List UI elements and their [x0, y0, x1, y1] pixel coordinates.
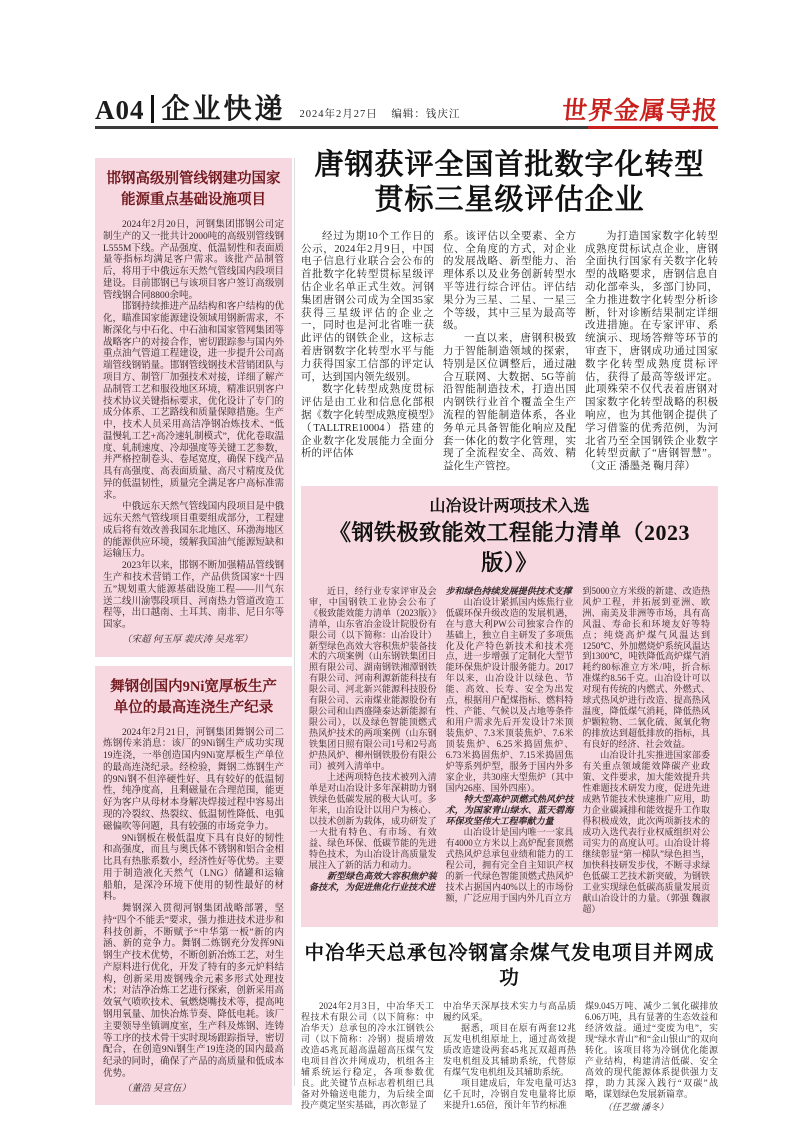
paragraph: 经过为期10个工作日的公示，2024年2月9日，中国电子信息行业联合会公布的首批数字化转型贯标星级评估企业名单正式生效。河钢集团唐钢公司成为全国35家获得三星级评估的企业之一，同时也是河北省唯一获此评估的钢铁企业，这标志着唐钢数字化转型水平与能力获得国家工信部的评定认可，达到国内领先级别。 — [301, 230, 434, 383]
paragraph: 上述两项特色技术被列入清单是对山冶设计多年深耕助力钢铁绿色低碳发展的极大认可。多年来，山冶设计以用户为核心、以技术创新为载体，成功研发了一大批有特色、有市场、有效益、绿色环保、低碳节能的先进特色技术，为山冶设计高质量发展注入了新的活力和动力。 — [309, 772, 437, 870]
paragraph: 据悉，项目在原有两套12兆瓦发电机组原址上，通过高效提质改造建设两套45兆瓦双超再热发电机组及其辅助系统，代替原有煤气发电机组及其辅助系统。 — [443, 1023, 576, 1078]
text-column-1 — [301, 1001, 434, 1113]
title-line-2: 能源重点基础设施项目 — [121, 192, 266, 209]
title-line-2: 贯标三星级评估企业 — [374, 184, 645, 217]
paragraph: 2024年2月20日，河钢集团邯钢公司定制生产的又一批共计2000吨的高级别管线钢L555M下线。产品强度、低温韧性和表面质量等指标均满足客户需求。该批产品制管后，将用于中俄远东天然气管线国内段项目建设。目前邯钢已与该项目客户签订高级别管线钢合同8800余吨。 — [103, 220, 284, 301]
text-column-2 — [446, 586, 574, 915]
dateline — [300, 106, 461, 124]
header-rule-red — [588, 126, 718, 129]
article-tanggang-digital — [301, 148, 718, 474]
paragraph: 到5000立方米级的新建、改造热风炉工程，并拓展到亚洲、欧洲、南美及非洲等市场，具有高风温、寿命长和环境友好等特点；纯烧高炉煤气风温达到1250℃、外加燃烧炉系统风温达到1300℃，吨铁降低高炉煤气消耗约80标准立方米/吨，折合标准煤约8.56千克。山冶设计可以对现有传统的内燃式、外燃式、球式热风炉进行改造、提高热风温度，降低煤气消耗，降低热风炉颗粒物、二氧化硫、氮氧化物的排放达到超低排放的指标，具有良好的经济、社会效益。 — [582, 585, 711, 750]
left-column — [95, 158, 292, 1114]
article-columns — [309, 586, 710, 915]
header-rule — [95, 126, 718, 129]
subheading: 特大型高炉顶燃式热风炉技术，为国家青山绿水、蓝天碧海环保攻坚伟大工程奉献力量 — [445, 794, 574, 826]
column-divider-line — [294, 158, 295, 1086]
article-handan-pipeline-steel — [95, 158, 292, 657]
article-title — [103, 169, 284, 211]
title-line-1: 山冶设计两项技术入选 — [429, 497, 590, 515]
article-title — [103, 677, 284, 719]
paragraph: 项目建成后，年发电量可达3亿千瓦时，冷钢自发电量将比原来提升1.65倍，预计年节约标准 — [443, 1078, 576, 1111]
article-columns — [301, 231, 718, 474]
paragraph: 9Ni钢板在极低温度下具有良好的韧性和高强度，而且与奥氏体不锈钢和铝合金相比具有热胀系数小，经济性好等优势。主要用于制造液化天然气（LNG）储罐和运输船舶，是深冷环境下使用的韧性最好的材料。 — [103, 833, 284, 903]
byline: （任艺缴 潘冬） — [603, 1102, 669, 1113]
title-line-2: 单位的最高连浇生产纪录 — [113, 699, 274, 716]
paragraph: 山冶设计扎实推进国家部委有关重点领域能效降碳产业政策、文件要求，加大能效提升共性难题技术研发力度，促进先进成熟节能技术快速推广应用，助力企业碳减排和能效提升工作取得积极成效，此次两项新技术的成功入选代表行业权威组织对公司实力的高度认可。山冶设计将继续彰显“第一梯队”绿色担当，加快科技研发步伐，不断寻求绿色低碳工艺技术新突破，为钢铁工业实现绿色低碳高质量发展贡献山冶设计的力量。（郭强 魏淑超） — [582, 750, 711, 914]
section-title: 企业快递 — [161, 94, 286, 125]
right-column — [301, 148, 718, 1113]
paragraph: 山冶设计是国内唯一一家具有4000立方米以上高炉配套顶燃式热风炉总承包业绩和能力的工程公司，拥有完全自主知识产权的新一代绿色智能顶燃式热风炉技术占据国内40%以上的市场份额，广泛应用于国内外几百立方 — [445, 826, 574, 903]
article-title: 中冶华天总承包冷钢富余煤气发电项目并网成功 — [304, 942, 715, 990]
masthead-logo: 世界金属导报 — [560, 98, 720, 125]
paragraph: 舞钢深入贯彻河钢集团战略部署，坚持“四个不能丢”要求，强力推进技术进步和科技创新，不断赋予“中华第一板”新的内涵、新的竞争力。舞钢二炼钢充分发挥9Ni钢生产技术优势，不断创新冶炼工艺，对生产原料进行优化，开发了特有的多元炉料结构，创新采用废钢残余元素多形式处理技术；对洁净冶炼工艺进行探索，创新采用高效氧气喷吹技术、氧燃烧嘴技术等，提高吨钢用氧量、加快冶炼节奏、降低电耗。该厂主要领导坐镇调度室，生产科及炼钢、连铸等工序的技术骨干实时现场跟踪指导，密切配合，在创造9Ni钢生产19连浇的国内最高纪录的同时，确保了产品的高质量和低成本优势。 — [103, 904, 284, 1079]
paragraph: 一直以来，唐钢积极致力于智能制造领域的探索，特别是区位调整后，通过融合互联网、大数据、5G等前沿智能制造技术，打造出国内钢铁行业首个覆盖全生产流程的智能制造体系，各业务单元具备智能化响应及配套一体化的数字化管理，实现了全流程安全、高效、精益化生产管控。 — [443, 333, 576, 473]
paragraph: 中俄远东天然气管线国内段项目是中俄远东天然气管线项目重要组成部分，工程建成后将有效改善我国东北地区、环渤海地区的能源供应环境，缓解我国油气能源短缺和运输压力。 — [103, 502, 284, 560]
article-shanye-energy-list — [301, 486, 718, 927]
header-divider — [151, 95, 154, 123]
title-line-2: 《钢铁极致能效工程能力清单（2023版）》 — [328, 520, 690, 575]
text-column-2 — [443, 231, 576, 474]
paragraph: 2024年2月3日，中冶华天工程技术有限公司（以下简称：中冶华天）总承包的冷水江钢铁公司（以下简称：冷钢）提质增效改造45兆瓦超高温超高压煤气发电项目首次并网成功，机组各主辅系统运行稳定，各项参数优良。此关键节点标志着机组已具备对外输送电能力，为后续全面投产奠定坚实基础，再次彰显了 — [301, 1001, 434, 1111]
date-text: 2024年2月27日 — [299, 109, 378, 120]
text-column-2 — [443, 1001, 576, 1113]
article-wugang-9ni-record — [95, 666, 292, 1106]
text-column-1 — [301, 231, 434, 474]
paragraph: 邯钢持续推进产品结构和客户结构的优化，瞄准国家能源建设领域用钢新需求，不断深化与中石化、中石油和国家管网集团等战略客户的对接合作，密切跟踪参与国内外重点油气管道工程建设，进一步提升公司高端管线钢销量。邯钢管线钢技术营销团队与项目方、制管厂加强技术对接，详细了解产品制管工艺和服役地区环境，精准识别客户技术协议关键指标要求，优化设计了专门的成分体系、工艺路线和质量保障措施。生产中，技术人员采用高洁净钢冶炼技术、“低温慢轧工艺+高冷速轧制模式”，优化卷取温度、轧制速度、冷却强度等关键工艺参数，并严格控制卷头、卷尾宽度，确保下线产品具有高强度、高表面质量、高尺寸精度及优异的低温韧性，质量完全满足客户高标准需求。 — [103, 302, 284, 501]
text-column-3 — [585, 1001, 718, 1113]
text-column-1 — [309, 586, 437, 915]
paragraph: 近日，经行业专家评审及会审，中国钢铁工业协会公布了《极致能效能力清单（2023版）》清单，山东省冶金设计院股份有限公司（以下简称：山冶设计）新型绿色高效大容积焦炉装备技术的六项案例（山东钢铁集团日照有限公司、湖南钢铁湘潭钢铁有限公司、河南利源新能科技有限公司、河北新兴能源科技股份有限公司、云南煤业能源股份有限公司和山西盛隆泰达新能源有限公司），以及绿色智能顶燃式热风炉技术的两项案例（山东钢铁集团日照有限公司1号和2号高炉热风炉、柳州钢铁股份有限公司）被列入清单中。 — [309, 585, 437, 772]
paragraph: 山冶设计紧抓国内炼焦行业低碳环保升级改造的发展机遇，在与意大利PW公司独家合作的基础上，独立自主研发了多项焦化及化产特色新技术和技术亮点，进一步增强了定制化大型节能环保焦炉设计服务能力。2017年以来，山冶设计以绿色、节能、高效、长寿、安全为出发点，根据用户配煤指标、燃料特性、产能、气候以及占地等条件和用户需求先后开发设计7米顶装焦炉、7.3米顶装焦炉、7.6米顶装焦炉、6.25米捣固焦炉、6.73米捣固焦炉、7.15米捣固焦炉等系列炉型，服务于国内外多家企业，共30座大型焦炉（其中国内26座、国外四座）。 — [445, 596, 574, 794]
subheading: 新型绿色高效大容积焦炉装备技术，为促进焦化行业技术进 — [309, 870, 437, 892]
byline: （董浩 吴宣伍） — [122, 1083, 191, 1094]
title-line-1: 唐钢获评全国首批数字化转型 — [314, 149, 705, 181]
main-headline — [301, 148, 718, 219]
paragraph: 为打造国家数字化转型成熟度贯标试点企业，唐钢全面执行国家有关数字化转型的战略要求，唐钢信息自动化部牵头，多部门协同，全力推进数字化转型分析诊断，针对诊断结果制定详细改进措施。在专家评审、系统演示、现场答辩等环节的审查下，唐钢成功通过国家数字化转型成熟度贯标评估，获得了最高等级评定。此项殊荣不仅代表着唐钢对国家数字化转型战略的积极响应，也为其他钢企提供了学习借鉴的优秀范例，为河北省乃至全国钢铁企业数字化转型贡献了“唐钢智慧”。（文正 潘墨尧 鞠月萍） — [585, 230, 718, 473]
editor-text: 编辑：钱庆江 — [391, 109, 461, 120]
article-zhongye-power-grid — [301, 941, 718, 1113]
paragraph: 数字化转型成熟度贯标评估是由工业和信息化部根据《数字化转型成熟度模型》（TALLTRE10004）搭建的企业数字化发展能力全面分析的评估体 — [301, 384, 434, 460]
paragraph: 中冶华天深厚技术实力与高品质履约风采。 — [443, 1001, 576, 1023]
subheading: 步和绿色持续发展提供技术支撑 — [445, 585, 572, 596]
article-columns — [301, 1001, 718, 1113]
byline: （宋超 何玉厚 裴庆涛 吴兆军） — [122, 634, 253, 645]
text-column-3 — [582, 586, 710, 915]
title-line-1: 邯钢高级别管线钢建功国家 — [106, 171, 281, 187]
paragraph: 2023年以来，邯钢不断加强精品管线钢生产和技术营销工作，产品供货国家“十四五”规划重大能源基础设施工程——川气东送二线川渝鄂段项目、河南热力管道改造工程等，出口越南、土耳其、南非、尼日尔等国家。 — [103, 561, 284, 631]
paragraph: 2024年2月21日，河钢集团舞钢公司二炼钢传来消息：该厂的9Ni钢生产成功实现19连浇，一举创造国内9Ni宽厚板生产单位的最高连浇纪录。经检验，舞钢二炼钢生产的9Ni钢不但淬硬性好、具有较好的低温韧性，纯净度高，且剩磁量在合理范围，能更好为客户从母材本身解决焊接过程中容易出现的冷裂纹、热裂纹、低温韧性降低、电弧磁偏吹等问题，具有较强的市场竞争力。 — [103, 727, 284, 832]
paragraph: 煤9.045万吨、减少二氧化碳排放6.06万吨，具有显著的生态效益和经济效益。通过“变废为电”，实现“绿水青山”和“金山银山”的双向转化。该项目将为冷钢优化能源产业结构，构建清洁低碳、安全高效的现代能源体系提供强力支撑，助力其深入践行“双碳”战略，谋划绿色发展新篇章。 — [585, 1001, 718, 1100]
paragraph: 系。该评估以全要素、全方位、全角度的方式，对企业的发展战略、新型能力、治理体系以及业务创新转型水平等进行综合评估。评估结果分为三星、二星、一星三个等级，其中三星为最高等级。 — [443, 230, 576, 332]
page-number: A04 — [95, 95, 145, 125]
header-rule-dark — [95, 126, 588, 129]
page-header — [95, 84, 718, 124]
text-column-3 — [585, 231, 718, 474]
title-line-1: 舞钢创国内9Ni宽厚板生产 — [110, 678, 277, 695]
